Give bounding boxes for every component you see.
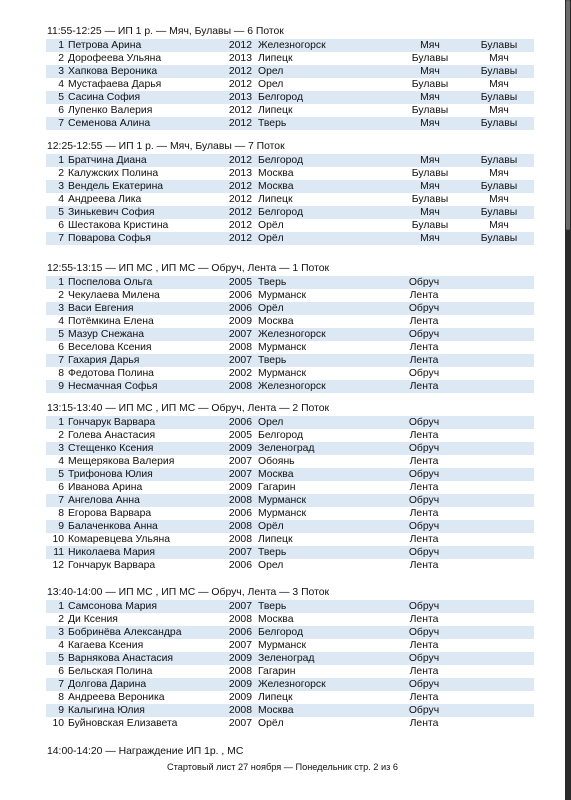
apparatus-1: Обруч xyxy=(408,653,440,664)
athlete-name: Николаева Мария xyxy=(68,547,155,558)
apparatus-2: Мяч xyxy=(489,79,509,90)
table-row xyxy=(46,154,534,167)
table-row xyxy=(46,78,534,91)
apparatus-2: Мяч xyxy=(489,53,509,64)
athlete-number: 6 xyxy=(58,482,64,493)
apparatus-2: Мяч xyxy=(489,194,509,205)
birth-year: 2008 xyxy=(228,666,252,677)
athlete-name: Гончарук Варвара xyxy=(68,560,156,571)
apparatus-1: Обруч xyxy=(408,277,440,288)
city: Тверь xyxy=(258,277,287,288)
apparatus-1: Лента xyxy=(409,666,439,677)
city: Белгород xyxy=(258,92,304,103)
table-row xyxy=(46,455,534,468)
birth-year: 2007 xyxy=(228,329,252,340)
apparatus-1: Лента xyxy=(409,355,439,366)
session-title: 13:40-14:00 — ИП МС , ИП МС — Обруч, Лента — 3 Поток xyxy=(47,587,330,598)
athlete-name: Петрова Арина xyxy=(68,40,142,51)
athlete-name: Мещерякова Валерия xyxy=(68,456,175,467)
athlete-number: 1 xyxy=(58,417,64,428)
table-row xyxy=(46,91,534,104)
table-row xyxy=(46,559,534,572)
birth-year: 2005 xyxy=(228,277,252,288)
apparatus-1: Лента xyxy=(409,430,439,441)
city: Тверь xyxy=(258,547,287,558)
session-title: 13:15-13:40 — ИП МС , ИП МС — Обруч, Лента — 2 Поток xyxy=(47,403,330,414)
apparatus-1: Мяч xyxy=(420,155,440,166)
city: Мурманск xyxy=(258,640,307,651)
table-row xyxy=(46,533,534,546)
city: Липецк xyxy=(258,692,293,703)
athlete-name: Федотова Полина xyxy=(68,368,154,379)
city: Мурманск xyxy=(258,290,307,301)
city: Зеленоград xyxy=(258,443,315,454)
birth-year: 2012 xyxy=(228,233,252,244)
apparatus-1: Обруч xyxy=(408,303,440,314)
page-footer: Стартовый лист 27 ноября — Понедельник стр. 2 из 6 xyxy=(167,762,398,772)
city: Белгород xyxy=(258,627,304,638)
apparatus-1: Булавы xyxy=(411,105,449,116)
table-row xyxy=(46,600,534,613)
athlete-number: 8 xyxy=(58,368,64,379)
apparatus-1: Обруч xyxy=(408,368,440,379)
table-row xyxy=(46,678,534,691)
city: Москва xyxy=(258,614,294,625)
athlete-number: 6 xyxy=(58,220,64,231)
city: Мурманск xyxy=(258,508,307,519)
apparatus-1: Лента xyxy=(409,508,439,519)
birth-year: 2012 xyxy=(228,194,252,205)
table-row xyxy=(46,717,534,730)
athlete-name: Андреева Вероника xyxy=(68,692,165,703)
table-row xyxy=(46,65,534,78)
city: Липецк xyxy=(258,194,293,205)
apparatus-1: Обруч xyxy=(408,495,440,506)
table-row xyxy=(46,639,534,652)
apparatus-1: Обруч xyxy=(408,679,440,690)
table-row xyxy=(46,416,534,429)
city: Гагарин xyxy=(258,482,296,493)
athlete-name: Трифонова Юлия xyxy=(68,469,153,480)
birth-year: 2012 xyxy=(228,155,252,166)
table-row xyxy=(46,367,534,380)
table-row xyxy=(46,520,534,533)
athlete-number: 10 xyxy=(52,718,64,729)
athlete-number: 3 xyxy=(58,181,64,192)
athlete-name: Андреева Лика xyxy=(68,194,142,205)
athlete-name: Бобринёва Александра xyxy=(68,627,182,638)
birth-year: 2007 xyxy=(228,640,252,651)
birth-year: 2012 xyxy=(228,207,252,218)
apparatus-1: Мяч xyxy=(420,181,440,192)
athlete-number: 9 xyxy=(58,521,64,532)
table-row xyxy=(46,104,534,117)
apparatus-1: Булавы xyxy=(411,220,449,231)
table-row xyxy=(46,704,534,717)
apparatus-1: Мяч xyxy=(420,207,440,218)
birth-year: 2012 xyxy=(228,105,252,116)
athlete-name: Шестакова Кристина xyxy=(68,220,169,231)
table-row xyxy=(46,232,534,245)
apparatus-1: Мяч xyxy=(420,66,440,77)
apparatus-1: Обруч xyxy=(408,443,440,454)
table-row xyxy=(46,276,534,289)
apparatus-2: Булавы xyxy=(480,233,518,244)
apparatus-1: Обруч xyxy=(408,601,440,612)
birth-year: 2009 xyxy=(228,679,252,690)
city: Обоянь xyxy=(258,456,295,467)
birth-year: 2006 xyxy=(228,560,252,571)
birth-year: 2012 xyxy=(228,220,252,231)
athlete-name: Чекулаева Милена xyxy=(68,290,160,301)
athlete-number: 7 xyxy=(58,495,64,506)
apparatus-1: Обруч xyxy=(408,627,440,638)
city: Орел xyxy=(258,79,284,90)
birth-year: 2005 xyxy=(228,430,252,441)
city: Тверь xyxy=(258,355,287,366)
table-row xyxy=(46,302,534,315)
birth-year: 2012 xyxy=(228,181,252,192)
city: Тверь xyxy=(258,118,287,129)
city: Белгород xyxy=(258,155,304,166)
apparatus-1: Лента xyxy=(409,456,439,467)
athlete-name: Зинькевич София xyxy=(68,207,155,218)
apparatus-1: Обруч xyxy=(408,469,440,480)
session-title: 11:55-12:25 — ИП 1 р. — Мяч, Булавы — 6 Поток xyxy=(47,26,284,37)
athlete-name: Мазур Снежана xyxy=(68,329,144,340)
apparatus-1: Мяч xyxy=(420,118,440,129)
athlete-name: Иванова Арина xyxy=(68,482,143,493)
athlete-number: 5 xyxy=(58,329,64,340)
athlete-number: 5 xyxy=(58,92,64,103)
birth-year: 2007 xyxy=(228,547,252,558)
table-row xyxy=(46,442,534,455)
table-row xyxy=(46,180,534,193)
table-row xyxy=(46,546,534,559)
athlete-number: 3 xyxy=(58,303,64,314)
athlete-number: 2 xyxy=(58,614,64,625)
city: Железногорск xyxy=(258,329,326,340)
birth-year: 2006 xyxy=(228,417,252,428)
apparatus-1: Обруч xyxy=(408,547,440,558)
table-row xyxy=(46,328,534,341)
birth-year: 2007 xyxy=(228,456,252,467)
athlete-number: 6 xyxy=(58,342,64,353)
athlete-name: Гахария Дарья xyxy=(68,355,140,366)
apparatus-1: Мяч xyxy=(420,92,440,103)
apparatus-2: Мяч xyxy=(489,105,509,116)
table-row xyxy=(46,494,534,507)
apparatus-1: Обруч xyxy=(408,417,440,428)
athlete-number: 6 xyxy=(58,105,64,116)
city: Железногорск xyxy=(258,40,326,51)
session-block xyxy=(46,25,534,130)
athlete-name: Дорофеева Ульяна xyxy=(68,53,162,64)
birth-year: 2007 xyxy=(228,355,252,366)
athlete-name: Балаченкова Анна xyxy=(68,521,158,532)
athlete-number: 2 xyxy=(58,168,64,179)
city: Орёл xyxy=(258,303,284,314)
athlete-number: 11 xyxy=(53,547,64,558)
apparatus-2: Булавы xyxy=(480,66,518,77)
apparatus-2: Булавы xyxy=(480,155,518,166)
table-row xyxy=(46,380,534,393)
apparatus-2: Мяч xyxy=(489,220,509,231)
athlete-name: Мустафаева Дарья xyxy=(68,79,162,90)
athlete-name: Голева Анастасия xyxy=(68,430,156,441)
apparatus-1: Обруч xyxy=(408,521,440,532)
athlete-number: 1 xyxy=(58,277,64,288)
athlete-number: 2 xyxy=(58,290,64,301)
athlete-number: 7 xyxy=(58,355,64,366)
apparatus-2: Булавы xyxy=(480,92,518,103)
city: Москва xyxy=(258,316,294,327)
athlete-name: Васи Евгения xyxy=(68,303,134,314)
city: Москва xyxy=(258,705,294,716)
apparatus-1: Булавы xyxy=(411,79,449,90)
athlete-name: Калужских Полина xyxy=(68,168,159,179)
athlete-name: Бельская Полина xyxy=(68,666,153,677)
athlete-name: Сасина София xyxy=(68,92,141,103)
table-row xyxy=(46,481,534,494)
athlete-number: 1 xyxy=(58,40,64,51)
birth-year: 2013 xyxy=(228,53,252,64)
city: Орел xyxy=(258,417,284,428)
apparatus-1: Обруч xyxy=(408,329,440,340)
city: Белгород xyxy=(258,207,304,218)
apparatus-1: Лента xyxy=(409,718,439,729)
apparatus-1: Лента xyxy=(409,560,439,571)
city: Орёл xyxy=(258,233,284,244)
table-row xyxy=(46,219,534,232)
scrollbar[interactable] xyxy=(565,0,571,800)
athlete-name: Стещенко Ксения xyxy=(68,443,154,454)
athlete-number: 4 xyxy=(58,316,64,327)
city: Орёл xyxy=(258,220,284,231)
birth-year: 2006 xyxy=(228,508,252,519)
birth-year: 2008 xyxy=(228,342,252,353)
athlete-name: Самсонова Мария xyxy=(68,601,157,612)
birth-year: 2008 xyxy=(228,381,252,392)
athlete-name: Семенова Алина xyxy=(68,118,151,129)
table-row xyxy=(46,652,534,665)
session-block xyxy=(46,586,534,730)
birth-year: 2008 xyxy=(228,521,252,532)
table-row xyxy=(46,39,534,52)
athlete-number: 7 xyxy=(58,679,64,690)
athlete-number: 4 xyxy=(58,79,64,90)
table-row xyxy=(46,665,534,678)
session-title: 12:25-12:55 — ИП 1 р. — Мяч, Булавы — 7 Поток xyxy=(47,141,285,152)
table-row xyxy=(46,613,534,626)
athlete-number: 7 xyxy=(58,118,64,129)
table-row xyxy=(46,206,534,219)
athlete-number: 4 xyxy=(58,456,64,467)
session-block xyxy=(46,402,534,572)
city: Железногорск xyxy=(258,381,326,392)
athlete-number: 1 xyxy=(58,155,64,166)
birth-year: 2009 xyxy=(228,316,252,327)
table-row xyxy=(46,117,534,130)
birth-year: 2008 xyxy=(228,534,252,545)
city: Москва xyxy=(258,469,294,480)
birth-year: 2009 xyxy=(228,443,252,454)
athlete-number: 5 xyxy=(58,207,64,218)
table-row xyxy=(46,167,534,180)
athlete-number: 2 xyxy=(58,430,64,441)
athlete-name: Несмачная Софья xyxy=(68,381,158,392)
apparatus-1: Лента xyxy=(409,534,439,545)
birth-year: 2012 xyxy=(228,66,252,77)
athlete-name: Егорова Варвара xyxy=(68,508,152,519)
athlete-name: Гончарук Варвара xyxy=(68,417,156,428)
athlete-number: 12 xyxy=(52,560,64,571)
athlete-number: 3 xyxy=(58,66,64,77)
table-row xyxy=(46,341,534,354)
city: Орел xyxy=(258,560,284,571)
session-block xyxy=(46,262,534,393)
city: Липецк xyxy=(258,534,293,545)
apparatus-1: Лента xyxy=(409,342,439,353)
apparatus-2: Булавы xyxy=(480,207,518,218)
athlete-number: 8 xyxy=(58,692,64,703)
apparatus-2: Мяч xyxy=(489,168,509,179)
athlete-number: 3 xyxy=(58,443,64,454)
city: Тверь xyxy=(258,601,287,612)
birth-year: 2008 xyxy=(228,705,252,716)
birth-year: 2007 xyxy=(228,718,252,729)
athlete-number: 4 xyxy=(58,640,64,651)
birth-year: 2006 xyxy=(228,303,252,314)
apparatus-1: Булавы xyxy=(411,194,449,205)
birth-year: 2013 xyxy=(228,92,252,103)
athlete-number: 3 xyxy=(58,627,64,638)
city: Орёл xyxy=(258,521,284,532)
table-row xyxy=(46,691,534,704)
city: Орел xyxy=(258,66,284,77)
session-title: 12:55-13:15 — ИП МС , ИП МС — Обруч, Лента — 1 Поток xyxy=(47,263,330,274)
athlete-name: Хапкова Вероника xyxy=(68,66,158,77)
athlete-name: Буйновская Елизавета xyxy=(68,718,178,729)
athlete-name: Ди Ксения xyxy=(68,614,118,625)
city: Липецк xyxy=(258,53,293,64)
athlete-name: Калыгина Юлия xyxy=(68,705,145,716)
athlete-number: 9 xyxy=(58,381,64,392)
athlete-name: Веселова Ксения xyxy=(68,342,152,353)
athlete-number: 6 xyxy=(58,666,64,677)
city: Гагарин xyxy=(258,666,296,677)
table-row xyxy=(46,52,534,65)
athlete-number: 1 xyxy=(58,601,64,612)
table-row xyxy=(46,468,534,481)
birth-year: 2006 xyxy=(228,627,252,638)
session-block xyxy=(46,140,534,245)
table-row xyxy=(46,354,534,367)
athlete-name: Комаревцева Ульяна xyxy=(68,534,171,545)
table-row xyxy=(46,626,534,639)
table-row xyxy=(46,289,534,302)
birth-year: 2012 xyxy=(228,79,252,90)
athlete-number: 2 xyxy=(58,53,64,64)
athlete-number: 7 xyxy=(58,233,64,244)
birth-year: 2008 xyxy=(228,495,252,506)
athlete-number: 8 xyxy=(58,508,64,519)
athlete-name: Ангелова Анна xyxy=(68,495,140,506)
scrollbar-thumb[interactable] xyxy=(566,0,570,230)
city: Москва xyxy=(258,181,294,192)
apparatus-1: Лента xyxy=(409,640,439,651)
athlete-number: 10 xyxy=(52,534,64,545)
athlete-name: Потёмкина Елена xyxy=(68,316,154,327)
birth-year: 2007 xyxy=(228,601,252,612)
athlete-name: Лупенко Валерия xyxy=(68,105,153,116)
apparatus-2: Булавы xyxy=(480,181,518,192)
city: Белгород xyxy=(258,430,304,441)
birth-year: 2002 xyxy=(228,368,252,379)
city: Мурманск xyxy=(258,368,307,379)
birth-year: 2013 xyxy=(228,168,252,179)
apparatus-1: Лента xyxy=(409,482,439,493)
city: Мурманск xyxy=(258,342,307,353)
apparatus-1: Мяч xyxy=(420,40,440,51)
award-ceremony-line: 14:00-14:20 — Награждение ИП 1р. , МС xyxy=(47,746,244,757)
athlete-name: Долгова Дарина xyxy=(68,679,147,690)
table-row xyxy=(46,193,534,206)
athlete-name: Варнякова Анастасия xyxy=(68,653,174,664)
athlete-name: Поварова Софья xyxy=(68,233,151,244)
athlete-name: Кагаева Ксения xyxy=(68,640,144,651)
apparatus-2: Булавы xyxy=(480,118,518,129)
apparatus-1: Лента xyxy=(409,316,439,327)
city: Орёл xyxy=(258,718,284,729)
apparatus-1: Лента xyxy=(409,614,439,625)
table-row xyxy=(46,507,534,520)
apparatus-1: Булавы xyxy=(411,53,449,64)
table-row xyxy=(46,429,534,442)
athlete-name: Братчина Диана xyxy=(68,155,147,166)
apparatus-2: Булавы xyxy=(480,40,518,51)
athlete-name: Вендель Екатерина xyxy=(68,181,164,192)
athlete-number: 5 xyxy=(58,653,64,664)
athlete-number: 4 xyxy=(58,194,64,205)
table-row xyxy=(46,315,534,328)
city: Москва xyxy=(258,168,294,179)
apparatus-1: Обруч xyxy=(408,705,440,716)
city: Мурманск xyxy=(258,495,307,506)
birth-year: 2007 xyxy=(228,469,252,480)
athlete-number: 5 xyxy=(58,469,64,480)
birth-year: 2012 xyxy=(228,40,252,51)
athlete-number: 9 xyxy=(58,705,64,716)
apparatus-1: Лента xyxy=(409,692,439,703)
city: Зеленоград xyxy=(258,653,315,664)
birth-year: 2006 xyxy=(228,290,252,301)
city: Липецк xyxy=(258,105,293,116)
city: Железногорск xyxy=(258,679,326,690)
apparatus-1: Мяч xyxy=(420,233,440,244)
birth-year: 2009 xyxy=(228,653,252,664)
apparatus-1: Лента xyxy=(409,290,439,301)
apparatus-1: Лента xyxy=(409,381,439,392)
athlete-name: Поспелова Ольга xyxy=(68,277,153,288)
birth-year: 2009 xyxy=(228,692,252,703)
birth-year: 2008 xyxy=(228,614,252,625)
birth-year: 2012 xyxy=(228,118,252,129)
apparatus-1: Булавы xyxy=(411,168,449,179)
birth-year: 2009 xyxy=(228,482,252,493)
